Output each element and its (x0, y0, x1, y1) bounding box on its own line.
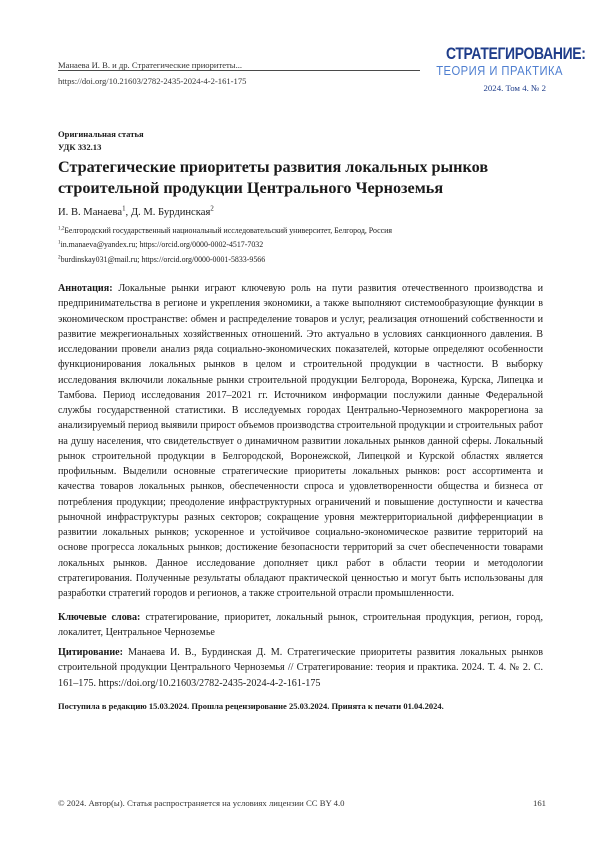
submission-dates: Поступила в редакцию 15.03.2024. Прошла рецензирование 25.03.2024. Принята к печати 01.04.2024. (58, 701, 444, 711)
article-type: Оригинальная статья (58, 129, 144, 139)
page-number: 161 (532, 798, 546, 808)
affil-mark: 2 (58, 253, 61, 260)
header-doi-link[interactable]: https://doi.org/10.21603/2782-2435-2024-4-2-161-175 (58, 76, 247, 86)
affiliation-text: Белгородский государственный национальный исследовательский университет, Белгород, Россия (64, 226, 392, 235)
keywords (58, 610, 543, 641)
running-header (58, 60, 246, 86)
affiliations (58, 224, 392, 267)
journal-logo (424, 44, 586, 93)
author-affil-mark: 1 (122, 205, 126, 213)
contact-line (58, 253, 392, 267)
journal-name-line2: ТЕОРИЯ И ПРАКТИКА (436, 64, 563, 78)
keywords-text: стратегирование, приоритет, локальный рынок, строительная продукция, регион, город, локалитет, Центральное Черноземье (58, 612, 543, 639)
author-separator: , (125, 207, 131, 218)
abstract-text: Локальные рынки играют ключевую роль на пути развития отечественного производства и предпринимательства в регионе и укрепления экономики, а также выполняют системообразующие функции в экономическом пространстве: обмен и распределение товаров и услуг, реализация отношений собственности и развитие межрегиональных хозяйственных отношений. Это актуально в условиях санкционного давления. В исследовании провели анализ ряда социально-экономических показателей, которые определяют особенности функционирования локальных рынков в целом и строительной продукции в частности. В выборку исследования включили локальные рынки строительной продукции Белгорода, Воронежа, Курска, Липецка и Тамбова. Период исследования 2017–2021 гг. Источником информации послужили данные Федеральной службы государственной статистики. В исследуемых городах Центрально-Черноземного макрорегиона за анализируемый период выявили прирост объемов производства строительной продукции и строительных работ на душу населения, что свидетельствует о динамичном развитии локальных рынков данной сферы. Локальный рынок строительной продукции в Белгородской, Воронежской, Липецкой и Курской областях является профильным. Выделили основные стратегические приоритеты локальных рынков: рост ассортимента и качества товаров локальных рынков, обеспеченности спроса и удовлетворенности общества и бизнеса от потребления продукции; преодоление инфраструктурных ограничений и повышение доступности и качества рыночной инфраструктуры разных секторов; сокращение уровня межтерриториальной дифференциации в развитии локальных рынков; ускоренное и устойчивое социально-экономическое развитие территорий на основе прогресса локальных рынков; достижение безопасности территорий за счет обеспеченности товарами локальных рынков. Данное исследование дополняет цикл работ в области теории и методологии стратегирования. Полученные результаты обладают практической ценностью и могут быть использованы для разработки стратегий городов и регионов, а также строительной отрасли промышленности. (58, 283, 543, 599)
abstract-label: Аннотация: (58, 283, 113, 294)
contact-link[interactable]: in.manaeva@yandex.ru; https://orcid.org/0000-0002-4517-7032 (60, 240, 264, 250)
citation (58, 645, 543, 691)
article-title: Стратегические приоритеты развития локальных рынков строительной продукции Центрального Черноземья (58, 158, 489, 197)
journal-issue: 2024. Том 4. № 2 (483, 83, 546, 93)
contact-line (58, 238, 392, 252)
udk-code: УДК 332.13 (58, 141, 102, 152)
running-title: Манаева И. В. и др. Стратегические приоритеты... (58, 60, 243, 70)
abstract (58, 281, 543, 601)
keywords-label: Ключевые слова: (58, 612, 141, 623)
affil-mark: 1 (58, 239, 61, 246)
author-name: Д. М. Бурдинская (130, 207, 211, 218)
affiliation-line (58, 224, 392, 238)
citation-text: Манаева И. В., Бурдинская Д. М. Стратегические приоритеты развития локальных рынков строительной продукции Центрального Черноземья // Стратегирование: теория и практика. 2024. Т. 4. № 2. С. 161–175. https://doi.org/10.21603/2782-2435-2024-4-2-161-175 (58, 647, 543, 689)
article-meta (58, 128, 144, 153)
license-footer: © 2024. Автор(ы). Статья распространяется на условиях лицензии CC BY 4.0 (58, 798, 345, 808)
header-divider (58, 70, 420, 71)
contact-link[interactable]: burdinskay031@mail.ru; https://orcid.org/0000-0001-5833-9566 (60, 254, 266, 264)
citation-label: Цитирование: (58, 647, 124, 658)
affil-mark: 1,2 (58, 225, 65, 232)
author-name: И. В. Манаева (58, 207, 123, 218)
author-affil-mark: 2 (210, 205, 214, 213)
journal-name-line1: СТРАТЕГИРОВАНИЕ: (445, 44, 586, 63)
authors-line (58, 207, 214, 218)
